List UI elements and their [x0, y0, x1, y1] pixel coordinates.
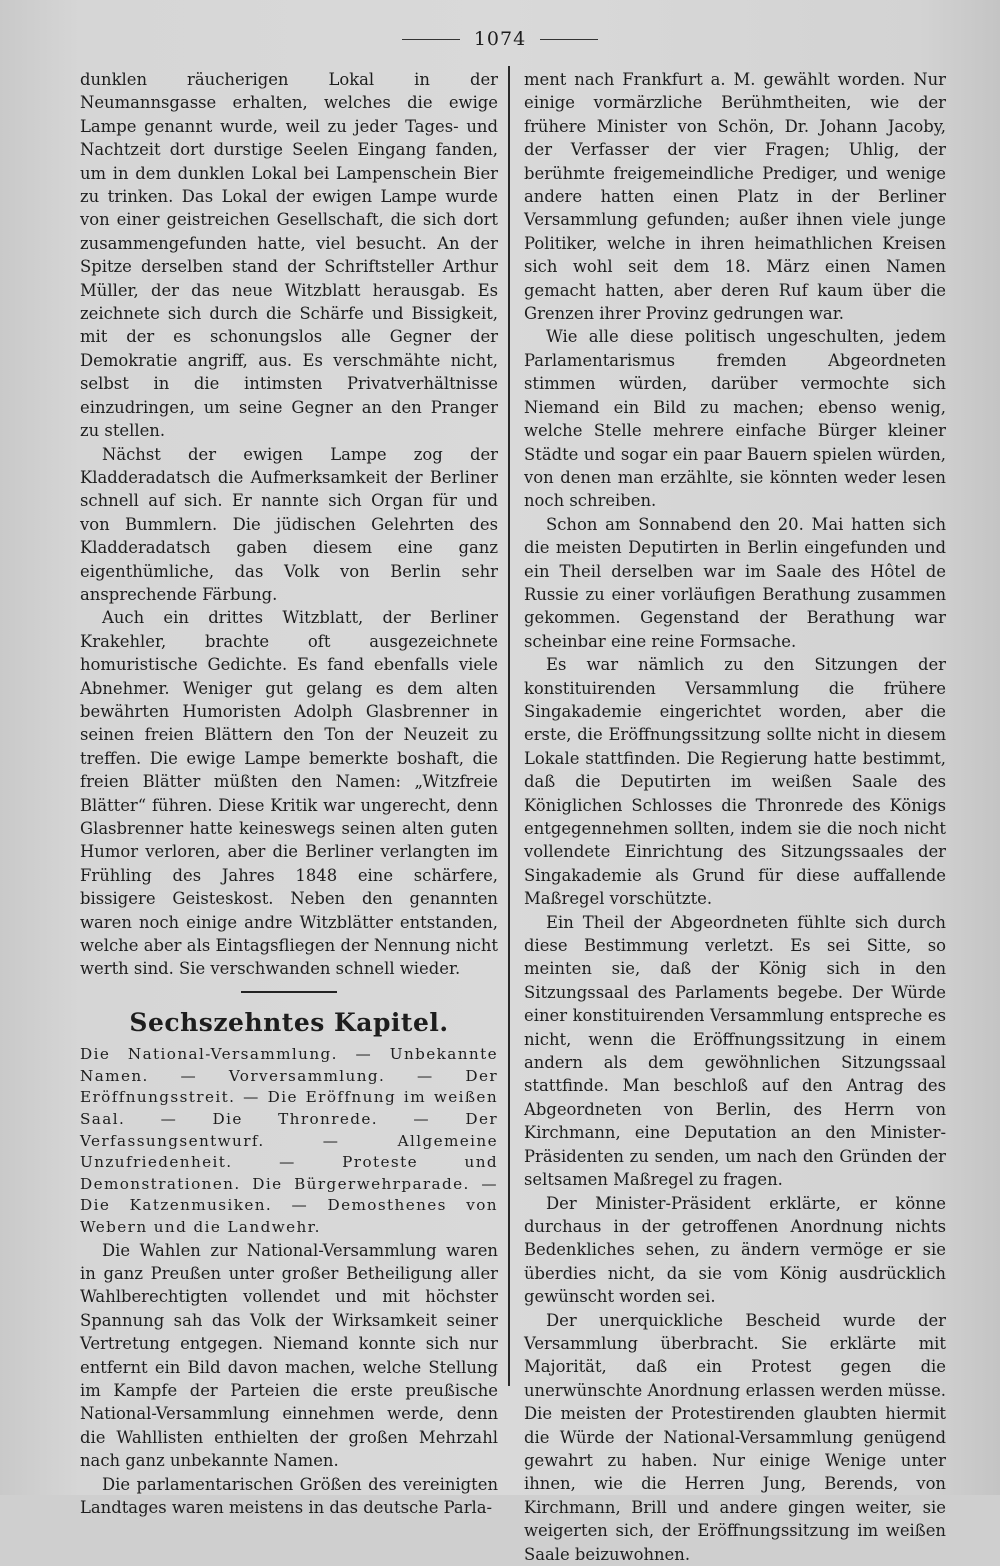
- page-header: [0, 28, 1000, 50]
- paragraph: Die parlamentarischen Größen des vereinigten Landtages waren meistens in das deutsche Parla-: [80, 1474, 498, 1518]
- left-column: [80, 68, 498, 1519]
- paragraph: Ein Theil der Abgeordneten fühlte sich durch diese Bestimmung verletzt. Es sei Sitte, so meinten sie, daß der König sich in den Sitzungssaal des Parlaments begebe. Der Würde einer konstituirenden Versammlung entspreche es nicht, wenn die Eröffnungssitzung in einem andern als dem gewöhnlichen Sitzungssaal stattfinde. Man beschloß auf den Antrag des Abgeordneten von Berlin, des Herrn von Kirchmann, eine Deputation an den Minister-Präsidenten zu senden, um nach den Gründen der seltsamen Maßregel zu fragen.: [524, 912, 946, 1190]
- paragraph: Nächst der ewigen Lampe zog der Kladderadatsch die Aufmerksamkeit der Berliner schnell auf sich. Er nannte sich Organ für und von Bummlern. Die jüdischen Gelehrten des Kladderadatsch gaben diesem eine ganz eigenthümliche, das Volk von Berlin sehr ansprechende Färbung.: [80, 444, 498, 604]
- paragraph: Schon am Sonnabend den 20. Mai hatten sich die meisten Deputirten in Berlin eingefunden und ein Theil derselben war im Saale des Hôtel de Russie zu einer vorläufigen Berathung zusammen gekommen. Gegenstand der Berathung war scheinbar eine reine Formsache.: [524, 514, 946, 651]
- paragraph: ment nach Frankfurt a. M. gewählt worden. Nur einige vormärzliche Berühmtheiten, wie der frühere Minister von Schön, Dr. Johann Jacoby, der Verfasser der vier Fragen; Uhlig, der berühmte freigemeindliche Prediger, und wenige andere hatten einen Platz in der Berliner Versammlung gefunden; außer ihnen viele junge Politiker, welche in ihren heimathlichen Kreisen sich wohl seit dem 18. März einen Namen gemacht hatten, aber deren Ruf kaum über die Grenzen ihrer Provinz gedrungen war.: [524, 70, 946, 324]
- column-divider: [508, 66, 510, 1386]
- paragraph: Auch ein drittes Witzblatt, der Berliner Krakehler, brachte oft ausgezeichnete homuristische Gedichte. Es fand ebenfalls viele Abnehmer. Weniger gut gelang es dem alten bewährten Humoristen Adolph Glasbrenner in seinen freien Blättern den Ton der Neuzeit zu treffen. Die ewige Lampe bemerkte boshaft, die freien Blätter müßten den Namen: „Witzfreie Blätter“ führen. Diese Kritik war ungerecht, denn Glasbrenner hatte keineswegs seinen alten guten Humor verloren, aber die Berliner verlangten im Frühling des Jahres 1848 eine schärfere, bissigere Geisteskost. Neben den genannten waren noch einige andre Witzblätter entstanden, welche aber als Eintagsfliegen der Nennung nicht werth sind. Sie verschwanden schnell wieder.: [80, 608, 498, 979]
- paragraph: Der unerquickliche Bescheid wurde der Versammlung überbracht. Sie erklärte mit Majorität, daß ein Protest gegen die unerwünschte Anordnung erlassen werden müsse. Die meisten der Protestirenden glaubten hiermit die Würde der National-Versammlung genügend gewahrt zu haben. Nur einige Wenige unter ihnen, wie die Herren Jung, Berends, von Kirchmann, Brill und andere gingen weiter, sie weigerten sich, der Eröffnungssitzung im weißen Saale beizuwohnen.: [524, 1310, 946, 1564]
- paragraph: dunklen räucherigen Lokal in der Neumannsgasse erhalten, welches die ewige Lampe genannt wurde, weil zu jeder Tages- und Nachtzeit dort durstige Seelen Eingang fanden, um in dem dunklen Lokal bei Lampenschein Bier zu trinken. Das Lokal der ewigen Lampe wurde von einer geistreichen Gesellschaft, die sich dort zusammengefunden hatte, viel besucht. An der Spitze derselben stand der Schriftsteller Arthur Müller, der das neue Witzblatt herausgab. Es zeichnete sich durch die Schärfe und Bissigkeit, mit der es schonungslos alle Gegner der Demokratie angriff, aus. Es verschmähte nicht, selbst in die intimsten Privatverhältnisse einzudringen, um seine Gegner an den Pranger zu stellen.: [80, 70, 498, 441]
- header-rule-left: [402, 39, 460, 40]
- chapter-title: Sechszehntes Kapitel.: [129, 1007, 449, 1037]
- header-rule-right: [540, 39, 598, 40]
- chapter-summary: Die National-Versammlung. — Unbekannte Namen. — Vorversammlung. — Der Eröffnungsstreit. — Die Eröffnung im weißen Saal. — Die Thronrede. — Der Verfassungsentwurf. — Allgemeine Unzufriedenheit. — Proteste und Demonstrationen. Die Bürgerwehrparade. — Die Katzenmusiken. — Demosthenes von Webern und die Landwehr.: [80, 1045, 498, 1236]
- section-end-rule: [241, 991, 337, 993]
- paragraph: Wie alle diese politisch ungeschulten, jedem Parlamentarismus fremden Abgeordneten stimmen würden, darüber vermochte sich Niemand ein Bild zu machen; ebenso wenig, welche Stelle mehrere einfache Bürger kleiner Städte und sogar ein paar Bauern spielen würden, von denen man erzählte, sie könnten weder lesen noch schreiben.: [524, 327, 946, 511]
- right-column: [524, 68, 946, 1566]
- page-number: 1074: [473, 28, 527, 50]
- paragraph: Die Wahlen zur National-Versammlung waren in ganz Preußen unter großer Betheiligung aller Wahlberechtigten vollendet und mit höchster Spannung sah das Volk der Wirksamkeit seiner Vertretung entgegen. Niemand konnte sich nur entfernt ein Bild davon machen, welche Stellung im Kampfe der Parteien die erste preußische National-Versammlung einnehmen werde, denn die Wahllisten enthielten der großen Mehrzahl nach ganz unbekannte Namen.: [80, 1240, 498, 1471]
- paragraph: Der Minister-Präsident erklärte, er könne durchaus in der getroffenen Anordnung nichts Bedenkliches sehen, zu ändern vermöge er sie überdies nicht, da sie vom König ausdrücklich gewünscht worden sei.: [524, 1193, 946, 1307]
- paragraph: Es war nämlich zu den Sitzungen der konstituirenden Versammlung die frühere Singakademie eingerichtet worden, aber die erste, die Eröffnungssitzung sollte nicht in diesem Lokale stattfinden. Die Regierung hatte bestimmt, daß die Deputirten im weißen Saale des Königlichen Schlosses die Thronrede des Königs entgegennehmen sollten, indem sie die noch nicht vollendete Einrichtung des Sitzungssaales der Singakademie als Grund für diese auffallende Maßregel vorschützte.: [524, 655, 946, 909]
